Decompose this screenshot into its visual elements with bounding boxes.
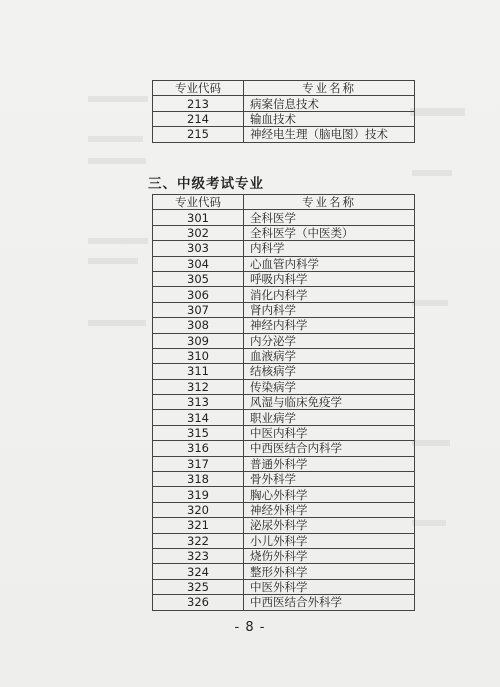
row-code: 306 <box>153 287 244 302</box>
table-row <box>153 548 415 563</box>
row-name: 职业病学 <box>244 410 415 425</box>
table-row <box>153 302 415 317</box>
table-row <box>153 271 415 286</box>
row-name: 整形外科学 <box>244 564 415 579</box>
table-row <box>153 127 415 142</box>
row-name: 骨外科学 <box>244 472 415 487</box>
table-row <box>153 379 415 394</box>
table-row <box>153 96 415 111</box>
table-row <box>153 425 415 440</box>
row-code: 308 <box>153 318 244 333</box>
row-code: 314 <box>153 410 244 425</box>
bleed-through-mark <box>88 136 143 142</box>
table-row <box>153 111 415 126</box>
row-name: 中西医结合外科学 <box>244 595 415 610</box>
row-code: 326 <box>153 595 244 610</box>
table-row <box>153 502 415 517</box>
row-code: 311 <box>153 364 244 379</box>
row-code: 315 <box>153 425 244 440</box>
specialty-table-continued <box>152 80 415 143</box>
header-name: 专业名称 <box>244 195 415 210</box>
row-code: 316 <box>153 441 244 456</box>
row-name: 传染病学 <box>244 379 415 394</box>
table-row <box>153 287 415 302</box>
row-code: 302 <box>153 225 244 240</box>
row-name: 普通外科学 <box>244 456 415 471</box>
row-name: 小儿外科学 <box>244 533 415 548</box>
table-row <box>153 518 415 533</box>
section-title: 三、中级考试专业 <box>148 176 264 192</box>
row-name: 神经电生理（脑电图）技术 <box>244 127 415 142</box>
row-code: 304 <box>153 256 244 271</box>
row-code: 215 <box>153 127 244 142</box>
table-row <box>153 441 415 456</box>
row-code: 307 <box>153 302 244 317</box>
table-header-row <box>153 81 415 96</box>
bleed-through-mark <box>88 158 146 164</box>
bleed-through-mark <box>88 258 138 264</box>
row-name: 结核病学 <box>244 364 415 379</box>
row-code: 321 <box>153 518 244 533</box>
row-name: 风湿与临床免疫学 <box>244 395 415 410</box>
row-code: 301 <box>153 210 244 225</box>
row-name: 呼吸内科学 <box>244 271 415 286</box>
table-row <box>153 579 415 594</box>
row-name: 心血管内科学 <box>244 256 415 271</box>
bleed-through-mark <box>412 300 448 306</box>
table-row <box>153 595 415 610</box>
row-code: 318 <box>153 472 244 487</box>
row-code: 323 <box>153 548 244 563</box>
table-row <box>153 533 415 548</box>
row-name: 输血技术 <box>244 111 415 126</box>
row-code: 319 <box>153 487 244 502</box>
row-code: 213 <box>153 96 244 111</box>
bleed-through-mark <box>88 238 148 244</box>
table-header-row <box>153 195 415 210</box>
bleed-through-mark <box>88 320 146 326</box>
table-row <box>153 364 415 379</box>
table-row <box>153 210 415 225</box>
row-name: 全科医学 <box>244 210 415 225</box>
row-name: 胸心外科学 <box>244 487 415 502</box>
row-code: 313 <box>153 395 244 410</box>
row-name: 烧伤外科学 <box>244 548 415 563</box>
bleed-through-mark <box>412 170 452 176</box>
table-row <box>153 410 415 425</box>
table-row <box>153 241 415 256</box>
row-code: 309 <box>153 333 244 348</box>
table-row <box>153 487 415 502</box>
table-row <box>153 456 415 471</box>
row-name: 内科学 <box>244 241 415 256</box>
row-code: 312 <box>153 379 244 394</box>
page-number: - 8 - <box>234 620 266 635</box>
row-name: 肾内科学 <box>244 302 415 317</box>
row-name: 病案信息技术 <box>244 96 415 111</box>
row-code: 317 <box>153 456 244 471</box>
row-name: 泌尿外科学 <box>244 518 415 533</box>
bleed-through-mark <box>412 520 446 526</box>
row-name: 内分泌学 <box>244 333 415 348</box>
row-name: 中西医结合内科学 <box>244 441 415 456</box>
row-code: 325 <box>153 579 244 594</box>
row-name: 全科医学（中医类） <box>244 225 415 240</box>
row-code: 214 <box>153 111 244 126</box>
intermediate-specialty-table <box>152 194 415 611</box>
row-code: 324 <box>153 564 244 579</box>
row-code: 305 <box>153 271 244 286</box>
row-code: 303 <box>153 241 244 256</box>
row-name: 神经内科学 <box>244 318 415 333</box>
header-code: 专业代码 <box>153 81 244 96</box>
header-name: 专业名称 <box>244 81 415 96</box>
table-row <box>153 564 415 579</box>
table-row <box>153 472 415 487</box>
row-code: 310 <box>153 348 244 363</box>
table-row <box>153 318 415 333</box>
row-name: 中医外科学 <box>244 579 415 594</box>
table-row <box>153 256 415 271</box>
bleed-through-mark <box>412 440 450 446</box>
row-name: 血液病学 <box>244 348 415 363</box>
bleed-through-mark <box>88 96 148 102</box>
table-row <box>153 348 415 363</box>
row-code: 320 <box>153 502 244 517</box>
table-row <box>153 225 415 240</box>
header-code: 专业代码 <box>153 195 244 210</box>
table-row <box>153 395 415 410</box>
table-row <box>153 333 415 348</box>
row-name: 中医内科学 <box>244 425 415 440</box>
bleed-through-mark <box>410 108 465 116</box>
row-code: 322 <box>153 533 244 548</box>
row-name: 消化内科学 <box>244 287 415 302</box>
row-name: 神经外科学 <box>244 502 415 517</box>
